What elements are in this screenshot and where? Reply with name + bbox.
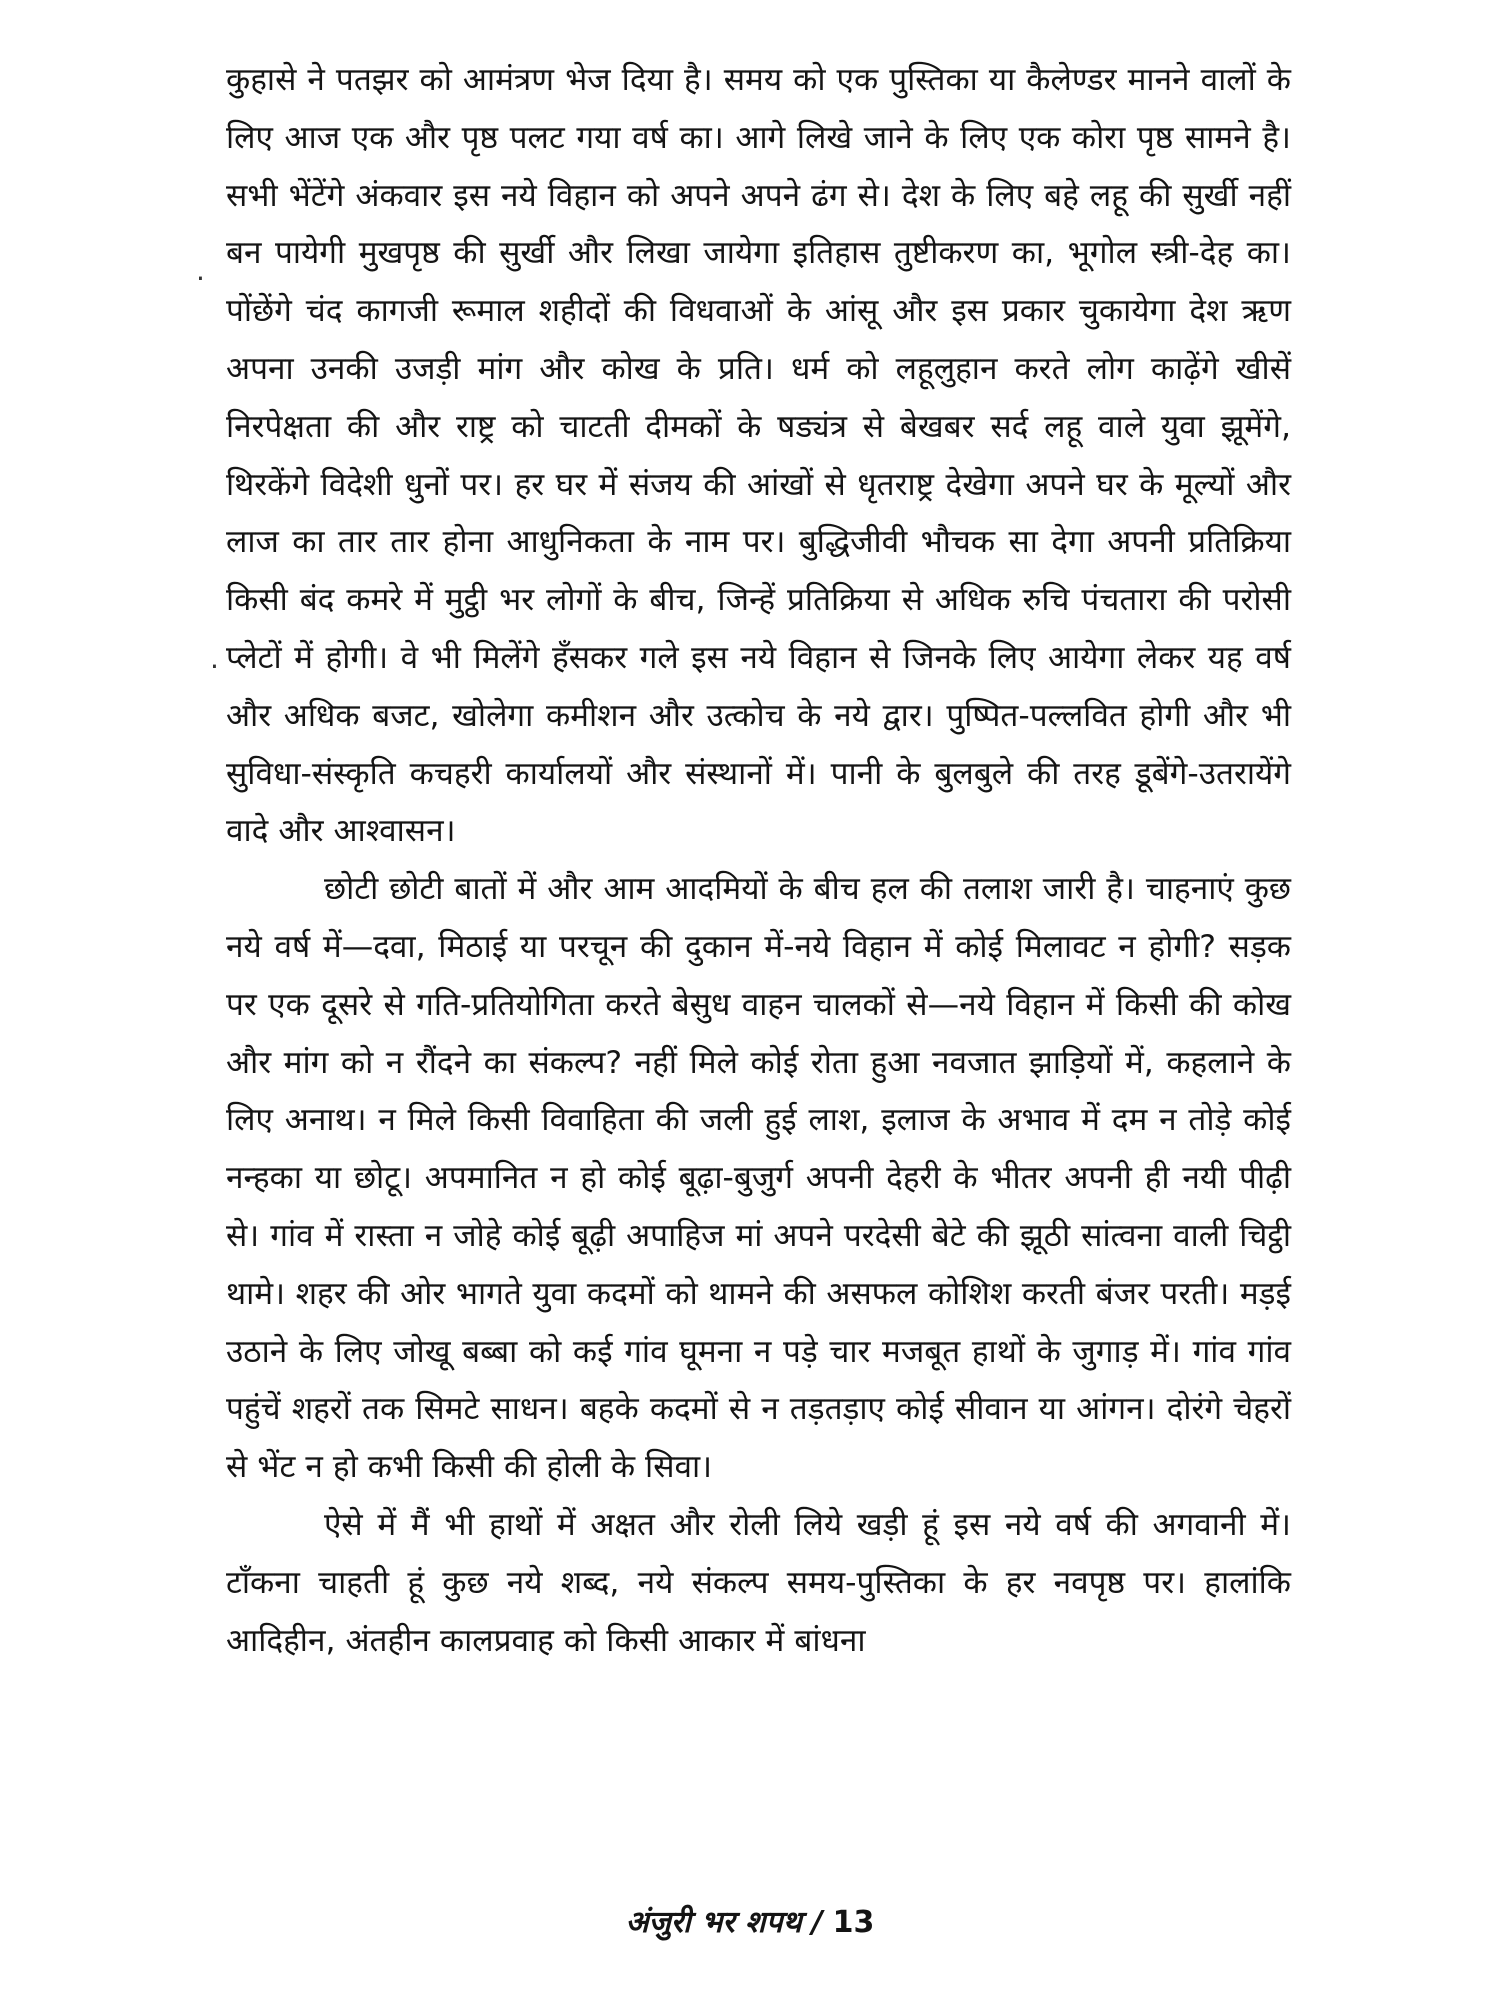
paragraph-3: ऐसे में मैं भी हाथों में अक्षत और रोली लिये खड़ी हूं इस नये वर्ष की अगवानी में। टाँकना चाहती हूं कुछ नये शब्द, नये संकल्प समय-पुस्तिका के हर नवपृष्ठ पर। हालांकि आदिहीन, अंतहीन कालप्रवाह को किसी आकार में बांधना: [226, 1506, 1291, 1659]
book-title: अंजुरी भर शपथ: [625, 1905, 802, 1940]
paragraph-2: छोटी छोटी बातों में और आम आदमियों के बीच हल की तलाश जारी है। चाहनाएं कुछ नये वर्ष में—दवा, मिठाई या परचून की दुकान में-नये विहान में कोई मिलावट न होगी? सड़क पर एक दूसरे से गति-प्रतियोगिता करते बेसुध वाहन चालकों से—नये विहान में किसी की कोख और मांग को न रौंदने का संकल्प? नहीं मिले कोई रोता हुआ नवजात झाड़ियों में, कहलाने के लिए अनाथ। न मिले किसी विवाहिता की जली हुई लाश, इलाज के अभाव में दम न तोड़े कोई नन्हका या छोटू। अपमानित न हो कोई बूढ़ा-बुजुर्ग अपनी देहरी के भीतर अपनी ही नयी पीढ़ी से। गांव में रास्ता न जोहे कोई बूढ़ी अपाहिज मां अपने परदेसी बेटे की झूठी सांत्वना वाली चिट्ठी थामे। शहर की ओर भागते युवा कदमों को थामने की असफल कोशिश करती बंजर परती। मड़ई उठाने के लिए जोखू बब्बा को कई गांव घूमना न पड़े चार मजबूत हाथों के जुगाड़ में। गांव गांव पहुंचें शहरों तक सिमटे साधन। बहके कदमों से न तड़तड़ाए कोई सीवान या आंगन। दोरंगे चेहरों से भेंट न हो कभी किसी की होली के सिवा।: [226, 871, 1291, 1486]
page-number: 13: [832, 1905, 875, 1940]
body-text: [226, 52, 1291, 1670]
paragraph-1: कुहासे ने पतझर को आमंत्रण भेज दिया है। समय को एक पुस्तिका या कैलेण्डर मानने वालों के लिए आज एक और पृष्ठ पलट गया वर्ष का। आगे लिखे जाने के लिए एक कोरा पृष्ठ सामने है। सभी भेंटेंगे अंकवार इस नये विहान को अपने अपने ढंग से। देश के लिए बहे लहू की सुर्खी नहीं बन पायेगी मुखपृष्ठ की सुर्खी और लिखा जायेगा इतिहास तुष्टीकरण का, भूगोल स्त्री-देह का। पोंछेंगे चंद कागजी रूमाल शहीदों की विधवाओं के आंसू और इस प्रकार चुकायेगा देश ऋण अपना उनकी उजड़ी मांग और कोख के प्रति। धर्म को लहूलुहान करते लोग काढ़ेंगे खीसें निरपेक्षता की और राष्ट्र को चाटती दीमकों के षड्यंत्र से बेखबर सर्द लहू वाले युवा झूमेंगे, थिरकेंगे विदेशी धुनों पर। हर घर में संजय की आंखों से धृतराष्ट्र देखेगा अपने घर के मूल्यों और लाज का तार तार होना आधुनिकता के नाम पर। बुद्धिजीवी भौचक सा देगा अपनी प्रतिक्रिया किसी बंद कमरे में मुट्ठी भर लोगों के बीच, जिन्हें प्रतिक्रिया से अधिक रुचि पंचतारा की परोसी प्लेटों में होगी। वे भी मिलेंगे हँसकर गले इस नये विहान से जिनके लिए आयेगा लेकर यह वर्ष और अधिक बजट, खोलेगा कमीशन और उत्कोच के नये द्वार। पुष्पित-पल्लवित होगी और भी सुविधा-संस्कृति कचहरी कार्यालयों और संस्थानों में। पानी के बुलबुले की तरह डूबेंगे-उतरायेंगे वादे और आश्वासन।: [226, 62, 1291, 850]
page-footer: [0, 1900, 1500, 1941]
scan-speck: ·: [210, 650, 219, 683]
scan-speck: ·: [196, 262, 205, 295]
footer-separator: /: [811, 1905, 823, 1940]
